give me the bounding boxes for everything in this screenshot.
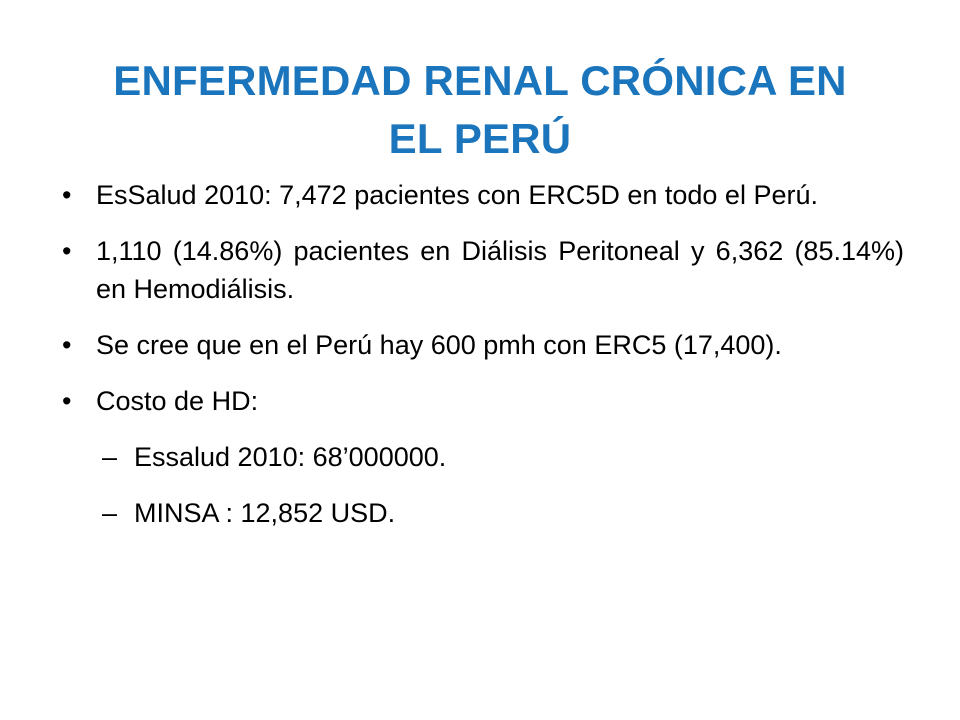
bullet-text: Costo de HD: <box>96 386 259 416</box>
bullet-item <box>62 176 904 214</box>
bullet-marker: • <box>62 386 72 416</box>
slide-title <box>60 52 900 168</box>
bullet-marker: • <box>62 180 72 210</box>
bullet-item <box>62 382 904 420</box>
sub-bullet-item <box>62 438 904 476</box>
bullet-text: 1,110 (14.86%) pacientes en Diálisis Peritoneal y 6,362 (85.14%) en Hemodiálisis. <box>96 236 904 304</box>
bullet-text: EsSalud 2010: 7,472 pacientes con ERC5D en todo el Perú. <box>96 180 818 210</box>
slide-body <box>62 176 904 550</box>
bullet-marker: • <box>62 236 72 266</box>
bullet-marker: • <box>62 330 72 360</box>
title-line-1: ENFERMEDAD RENAL CRÓNICA EN <box>113 57 847 104</box>
bullet-item <box>62 326 904 364</box>
title-line-2: EL PERÚ <box>388 115 572 162</box>
bullet-text: Se cree que en el Perú hay 600 pmh con ERC5 (17,400). <box>96 330 782 360</box>
sub-bullet-item <box>62 494 904 532</box>
sub-bullet-text: MINSA : 12,852 USD. <box>134 498 396 528</box>
sub-bullet-marker: – <box>102 442 118 472</box>
bullet-item <box>62 232 904 308</box>
sub-bullet-marker: – <box>102 498 118 528</box>
sub-bullet-text: Essalud 2010: 68’000000. <box>134 442 447 472</box>
